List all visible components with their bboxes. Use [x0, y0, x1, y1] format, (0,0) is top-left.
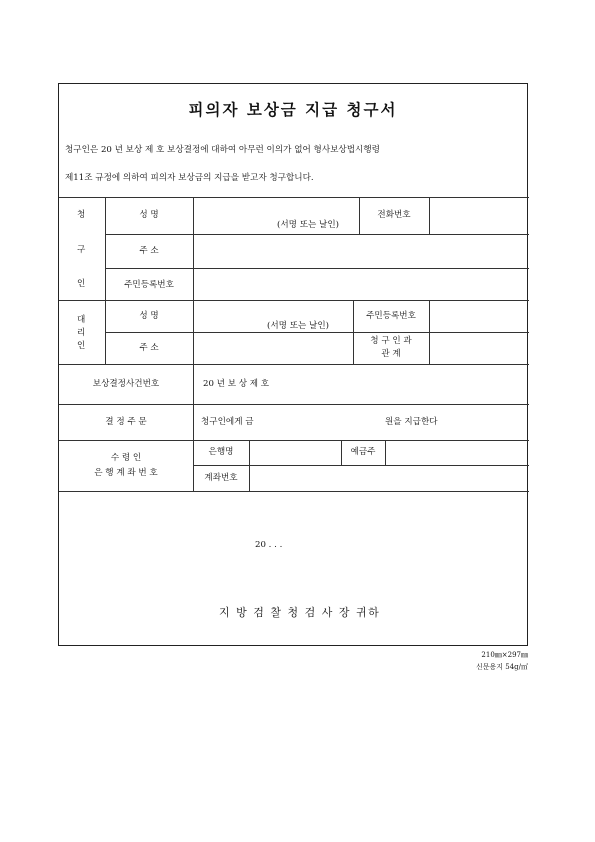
row-divider — [59, 404, 529, 405]
bank-name-label: 은행명 — [208, 447, 234, 457]
agent-address-label: 주 소 — [139, 343, 159, 353]
footer-paper: 신문용지 54g/㎡ — [475, 663, 528, 671]
holder-label: 예금주 — [350, 447, 376, 457]
account-number-field[interactable] — [250, 466, 528, 490]
col-divider — [193, 364, 194, 491]
decision-value-suffix: 원을 지급한다 — [385, 417, 438, 427]
claimant-address-field[interactable] — [194, 235, 528, 267]
date-line[interactable]: 20 . . . — [255, 540, 283, 550]
account-label: 은 행 계 좌 번 호 — [94, 468, 158, 478]
claimant-phone-label: 전화번호 — [377, 210, 411, 220]
agent-relation-label: 청 구 인 과 — [370, 336, 412, 346]
decision-label: 결 정 주 문 — [105, 417, 147, 427]
claimant-address-label: 주 소 — [139, 246, 159, 256]
decision-amount-field[interactable] — [269, 406, 381, 438]
claimant-label-char: 청 — [77, 210, 86, 220]
row-divider — [59, 364, 529, 365]
case-number-value[interactable]: 20 년 보 상 제 호 — [203, 379, 270, 389]
claimant-id-field[interactable] — [194, 269, 528, 299]
claimant-label-char: 인 — [77, 279, 86, 289]
agent-label-char: 리 — [77, 328, 86, 338]
holder-field[interactable] — [386, 441, 528, 464]
intro-line-1: 청구인은 20 년 보상 제 호 보상결정에 대하여 아무런 이의가 없어 형사보상법시행령 — [65, 145, 380, 155]
claimant-sign-note: (서명 또는 날인) — [277, 220, 339, 230]
claimant-label-char: 구 — [77, 245, 86, 255]
claimant-name-label: 성 명 — [139, 210, 159, 220]
agent-name-label: 성 명 — [139, 311, 159, 321]
claimant-id-label: 주민등록번호 — [124, 280, 174, 290]
agent-label-char: 대 — [77, 315, 86, 325]
footer-size: 210㎜×297㎜ — [481, 651, 528, 659]
case-number-label: 보상결정사건번호 — [92, 379, 160, 389]
recipient: 지 방 검 찰 청 검 사 장 귀하 — [219, 606, 381, 619]
account-number-label: 계좌번호 — [204, 473, 238, 483]
decision-value-prefix: 청구인에게 금 — [201, 417, 254, 427]
agent-label-char: 인 — [77, 341, 86, 351]
bank-name-field[interactable] — [250, 441, 340, 464]
claim-form — [58, 83, 528, 646]
agent-sign-note: (서명 또는 날인) — [267, 321, 329, 331]
agent-address-field[interactable] — [194, 333, 352, 363]
agent-relation-field[interactable] — [430, 333, 528, 363]
form-title: 피의자 보상금 지급 청구서 — [188, 100, 398, 119]
agent-id-label: 주민등록번호 — [366, 311, 416, 321]
agent-relation-label: 관 계 — [381, 349, 401, 359]
account-label: 수 령 인 — [110, 453, 142, 463]
agent-id-field[interactable] — [430, 301, 528, 331]
claimant-phone-field[interactable] — [430, 198, 528, 233]
intro-line-2: 제11조 규정에 의하여 피의자 보상금의 지급을 받고자 청구합니다. — [65, 173, 314, 183]
row-divider — [59, 491, 529, 492]
